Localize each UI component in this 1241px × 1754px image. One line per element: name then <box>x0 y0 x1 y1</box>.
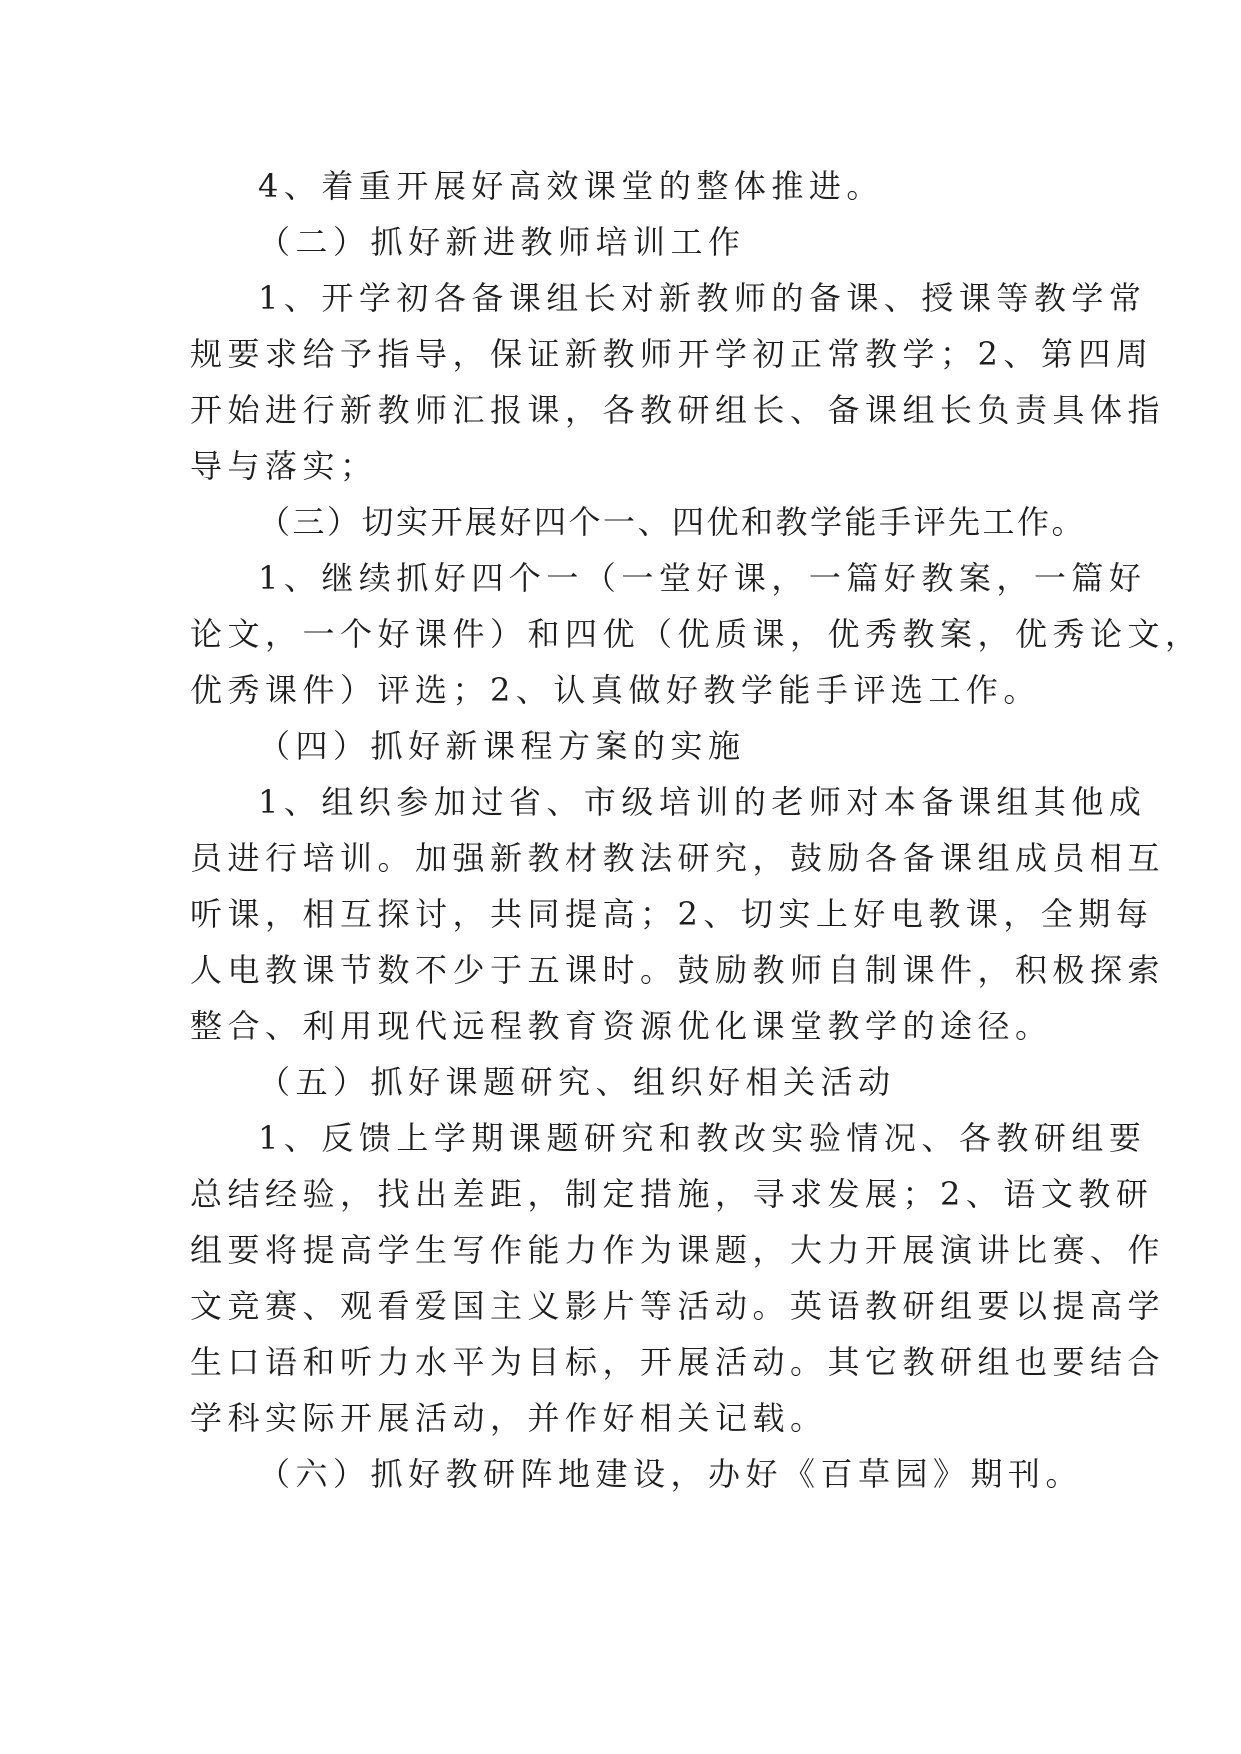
paragraph-line: 论文，一个好课件）和四优（优质课，优秀教案，优秀论文， <box>190 615 1203 653</box>
paragraph-line: 听课，相互探讨，共同提高；2、切实上好电教课，全期每 <box>190 895 1154 933</box>
paragraph-line: 4、着重开展好高效课堂的整体推进。 <box>258 167 884 205</box>
paragraph-line: 组要将提高学生写作能力作为课题，大力开展演讲比赛、作 <box>190 1231 1166 1269</box>
paragraph-line: 总结经验，找出差距，制定措施，寻求发展；2、语文教研 <box>190 1175 1154 1213</box>
section-heading: （五）抓好课题研究、组织好相关活动 <box>258 1063 896 1101</box>
paragraph-line: 1、开学初各备课组长对新教师的备课、授课等教学常 <box>258 279 1147 317</box>
paragraph-line: 1、组织参加过省、市级培训的老师对本备课组其他成 <box>258 783 1147 821</box>
paragraph-line: 1、继续抓好四个一（一堂好课，一篇好教案，一篇好 <box>258 559 1147 597</box>
section-heading: （二）抓好新进教师培训工作 <box>258 223 746 261</box>
paragraph-line: 开始进行新教师汇报课，各教研组长、备课组长负责具体指 <box>190 391 1166 429</box>
paragraph-line: 优秀课件）评选；2、认真做好教学能手评选工作。 <box>190 671 1041 709</box>
paragraph-line: 生口语和听力水平为目标，开展活动。其它教研组也要结合 <box>190 1343 1166 1381</box>
paragraph-line: 导与落实； <box>190 447 378 485</box>
paragraph-line: 规要求给予指导，保证新教师开学初正常教学；2、第四周 <box>190 335 1154 373</box>
paragraph-line: 1、反馈上学期课题研究和教改实验情况、各教研组要 <box>258 1119 1147 1157</box>
paragraph-line: 整合、利用现代远程教育资源优化课堂教学的途径。 <box>190 1007 1053 1045</box>
section-heading: （六）抓好教研阵地建设，办好《百草园》期刊。 <box>258 1455 1084 1493</box>
paragraph-line: 文竞赛、观看爱国主义影片等活动。英语教研组要以提高学 <box>190 1287 1166 1325</box>
paragraph-line: 学科实际开展活动，并作好相关记载。 <box>190 1399 828 1437</box>
paragraph-line: 人电教课节数不少于五课时。鼓励教师自制课件，积极探索 <box>190 951 1166 989</box>
paragraph-line: 员进行培训。加强新教材教法研究，鼓励各备课组成员相互 <box>190 839 1166 877</box>
section-heading: （三）切实开展好四个一、四优和教学能手评先工作。 <box>258 503 1087 541</box>
section-heading: （四）抓好新课程方案的实施 <box>258 727 746 765</box>
